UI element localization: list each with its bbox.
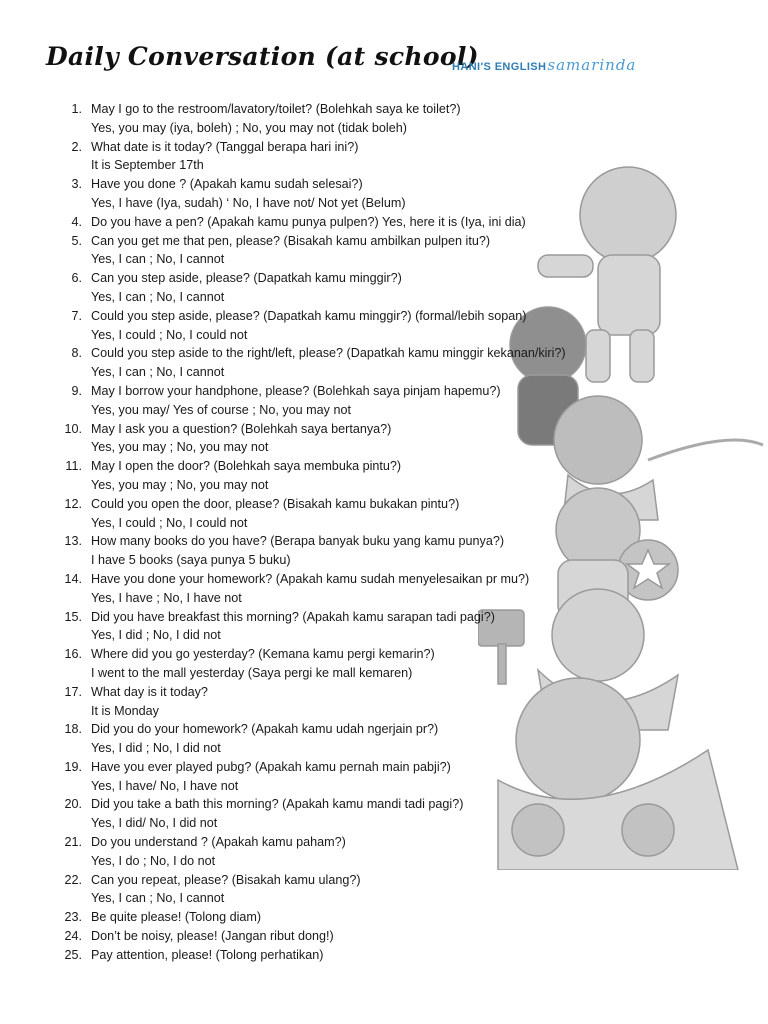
- item-answer: Yes, I have/ No, I have not: [91, 778, 239, 793]
- item-answer: It is Monday: [91, 703, 159, 718]
- item-answer: Yes, I can ; No, I cannot: [91, 252, 225, 267]
- item-question: Be quite please! (Tolong diam): [91, 910, 262, 925]
- item-question: Don’t be noisy, please! (Jangan ribut dong!): [91, 929, 334, 944]
- item-question: Do you have a pen? (Apakah kamu punya pulpen?) Yes, here it is (Iya, ini dia): [91, 214, 526, 229]
- item-number: 25.: [64, 947, 82, 962]
- list-item: [60, 645, 566, 683]
- item-question: Did you take a bath this morning? (Apakah kamu mandi tadi pagi?): [91, 797, 464, 812]
- item-answer: Yes, you may ; No, you may not: [91, 477, 269, 492]
- list-item: [60, 532, 566, 570]
- item-number: 14.: [64, 571, 82, 586]
- item-answer: Yes, I have ; No, I have not: [91, 590, 242, 605]
- item-answer: It is September 17th: [91, 158, 204, 173]
- list-item: [60, 420, 566, 458]
- item-question: Have you done ? (Apakah kamu sudah selesai?): [91, 177, 363, 192]
- item-question: Could you step aside, please? (Dapatkah kamu minggir?) (formal/lebih sopan): [91, 308, 527, 323]
- list-item: [60, 795, 566, 833]
- item-answer: Yes, I can ; No, I cannot: [91, 289, 225, 304]
- item-number: 12.: [64, 496, 82, 511]
- list-item: [60, 927, 566, 946]
- item-answer: I have 5 books (saya punya 5 buku): [91, 553, 291, 568]
- list-item: [60, 232, 566, 270]
- item-question: Can you repeat, please? (Bisakah kamu ulang?): [91, 872, 361, 887]
- item-number: 10.: [64, 421, 82, 436]
- item-number: 13.: [64, 534, 82, 549]
- item-question: Have you done your homework? (Apakah kamu sudah menyelesaikan pr mu?): [91, 571, 530, 586]
- item-number: 6.: [71, 271, 82, 286]
- item-number: 18.: [64, 722, 82, 737]
- item-question: May I go to the restroom/lavatory/toilet? (Bolehkah saya ke toilet?): [91, 102, 461, 116]
- item-number: 19.: [64, 759, 82, 774]
- list-item: [60, 608, 566, 646]
- item-question: How many books do you have? (Berapa banyak buku yang kamu punya?): [91, 534, 505, 549]
- item-question: Did you do your homework? (Apakah kamu udah ngerjain pr?): [91, 722, 439, 737]
- item-answer: Yes, you may (iya, boleh) ; No, you may not (tidak boleh): [91, 120, 407, 135]
- list-item: [60, 720, 566, 758]
- item-question: Can you step aside, please? (Dapatkah kamu minggir?): [91, 271, 402, 286]
- list-item: [60, 175, 566, 213]
- list-item: [60, 269, 566, 307]
- item-question: Did you have breakfast this morning? (Apakah kamu sarapan tadi pagi?): [91, 609, 495, 624]
- item-number: 21.: [64, 835, 82, 850]
- item-answer: Yes, I can ; No, I cannot: [91, 365, 225, 380]
- item-answer: Yes, I did ; No, I did not: [91, 628, 221, 643]
- item-number: 20.: [64, 797, 82, 812]
- item-question: Where did you go yesterday? (Kemana kamu pergi kemarin?): [91, 647, 435, 662]
- item-number: 8.: [71, 346, 82, 361]
- item-number: 1.: [71, 102, 82, 116]
- conversation-list: [60, 100, 566, 965]
- brand-name: HANI'S ENGLISH: [452, 61, 547, 73]
- item-answer: Yes, you may/ Yes of course ; No, you may not: [91, 402, 351, 417]
- item-number: 24.: [64, 929, 82, 944]
- item-number: 9.: [71, 383, 82, 398]
- item-number: 23.: [64, 910, 82, 925]
- list-item: [60, 213, 566, 232]
- item-question: Have you ever played pubg? (Apakah kamu pernah main pabji?): [91, 759, 451, 774]
- item-question: What day is it today?: [91, 684, 208, 699]
- item-question: What date is it today? (Tanggal berapa hari ini?): [91, 139, 359, 154]
- list-item: [60, 307, 566, 345]
- item-number: 4.: [71, 214, 82, 229]
- item-answer: Yes, I do ; No, I do not: [91, 853, 216, 868]
- brand-logo: [452, 56, 636, 74]
- page-title: Daily Conversation (at school): [46, 42, 479, 71]
- list-item: [60, 758, 566, 796]
- list-item: [60, 495, 566, 533]
- list-item: [60, 344, 566, 382]
- item-answer: Yes, I did/ No, I did not: [91, 816, 218, 831]
- item-number: 17.: [64, 684, 82, 699]
- item-number: 5.: [71, 233, 82, 248]
- item-number: 16.: [64, 647, 82, 662]
- item-answer: Yes, I could ; No, I could not: [91, 327, 248, 342]
- list-item: [60, 683, 566, 721]
- item-number: 3.: [71, 177, 82, 192]
- item-answer: Yes, you may ; No, you may not: [91, 440, 269, 455]
- item-question: May I ask you a question? (Bolehkah saya bertanya?): [91, 421, 392, 436]
- item-question: Do you understand ? (Apakah kamu paham?): [91, 835, 346, 850]
- item-question: Could you step aside to the right/left, please? (Dapatkah kamu minggir kekanan/kiri?): [91, 346, 566, 361]
- item-question: May I borrow your handphone, please? (Bolehkah saya pinjam hapemu?): [91, 383, 501, 398]
- list-item: [60, 871, 566, 909]
- list-item: [60, 946, 566, 965]
- item-answer: Yes, I can ; No, I cannot: [91, 891, 225, 906]
- item-number: 22.: [64, 872, 82, 887]
- list-item: [60, 138, 566, 176]
- item-answer: I went to the mall yesterday (Saya pergi ke mall kemaren): [91, 665, 413, 680]
- item-number: 11.: [65, 459, 82, 474]
- item-answer: Yes, I did ; No, I did not: [91, 741, 221, 756]
- item-question: Can you get me that pen, please? (Bisakah kamu ambilkan pulpen itu?): [91, 233, 491, 248]
- list-item: [60, 100, 566, 138]
- list-item: [60, 457, 566, 495]
- item-number: 7.: [71, 308, 82, 323]
- brand-script: samarinda: [547, 56, 637, 74]
- list-item: [60, 382, 566, 420]
- list-item: [60, 908, 566, 927]
- item-number: 2.: [71, 139, 82, 154]
- item-question: Could you open the door, please? (Bisakah kamu bukakan pintu?): [91, 496, 460, 511]
- item-question: Pay attention, please! (Tolong perhatikan): [91, 947, 324, 962]
- item-answer: Yes, I have (Iya, sudah) ‘ No, I have not/ Not yet (Belum): [91, 195, 406, 210]
- item-answer: Yes, I could ; No, I could not: [91, 515, 248, 530]
- item-number: 15.: [64, 609, 82, 624]
- list-item: [60, 833, 566, 871]
- item-question: May I open the door? (Bolehkah saya membuka pintu?): [91, 459, 402, 474]
- list-item: [60, 570, 566, 608]
